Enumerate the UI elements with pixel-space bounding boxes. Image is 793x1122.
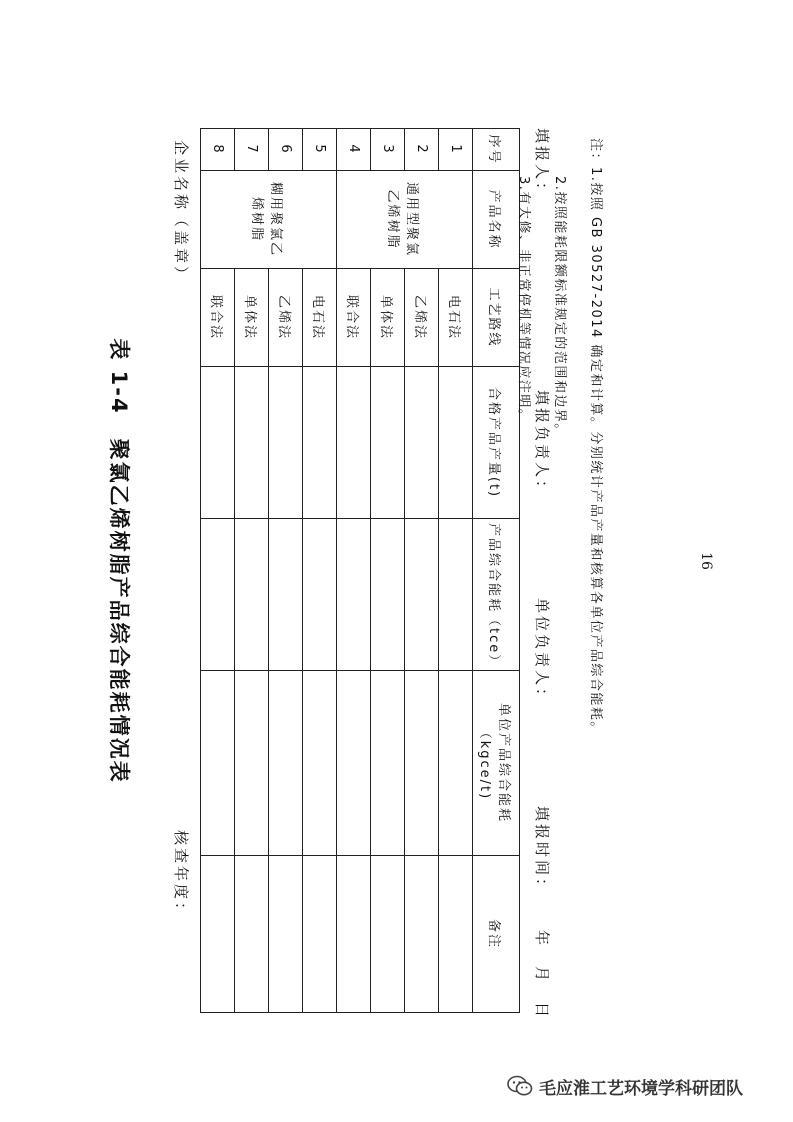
row-number: 3	[371, 129, 405, 171]
row-number: 1	[439, 129, 473, 171]
output-cell[interactable]	[269, 367, 303, 519]
watermark	[507, 1071, 743, 1101]
row-number: 2	[405, 129, 439, 171]
table-number: 表 1-4	[107, 338, 131, 415]
energy-cell[interactable]	[439, 519, 473, 671]
table-row	[303, 129, 337, 1013]
header-cell: 序号	[473, 129, 520, 171]
fill-time-label: 填报时间：	[533, 806, 551, 897]
table-title: 聚氯乙烯树脂产品综合能耗情况表	[107, 438, 131, 784]
energy-cell[interactable]	[235, 519, 269, 671]
remark-cell[interactable]	[337, 856, 371, 1013]
table-row	[439, 129, 473, 1013]
unit-energy-cell[interactable]	[371, 671, 405, 856]
header-cell: 合格产品产量(t)	[473, 367, 520, 519]
energy-cell[interactable]	[269, 519, 303, 671]
remark-cell[interactable]	[303, 856, 337, 1013]
page-number: 16	[698, 552, 714, 570]
remark-cell[interactable]	[371, 856, 405, 1013]
note-item: 注：1.按照 GB 30527-2014 确定和计算。分别统计产品产量和核算各单位产品综合能耗。	[588, 138, 603, 736]
row-number: 5	[303, 129, 337, 171]
product-name: 通用型聚氯乙烯树脂	[337, 171, 473, 269]
process-route: 乙烯法	[269, 269, 303, 367]
process-route: 电石法	[303, 269, 337, 367]
output-cell[interactable]	[303, 367, 337, 519]
page-title	[105, 0, 135, 1122]
unit-energy-cell[interactable]	[201, 671, 235, 856]
output-cell[interactable]	[405, 367, 439, 519]
row-number: 4	[337, 129, 371, 171]
remark-cell[interactable]	[235, 856, 269, 1013]
product-name: 糊用聚氯乙烯树脂	[201, 171, 337, 269]
energy-cell[interactable]	[405, 519, 439, 671]
unit-energy-cell[interactable]	[269, 671, 303, 856]
unit-energy-cell[interactable]	[337, 671, 371, 856]
remark-cell[interactable]	[269, 856, 303, 1013]
output-cell[interactable]	[371, 367, 405, 519]
header-cell: 备注	[473, 856, 520, 1013]
filler-label: 填报人：	[533, 128, 551, 201]
process-route: 联合法	[337, 269, 371, 367]
remark-cell[interactable]	[405, 856, 439, 1013]
energy-table	[200, 128, 520, 1013]
remark-cell[interactable]	[439, 856, 473, 1013]
remark-cell[interactable]	[201, 856, 235, 1013]
unit-head-label: 单位负责人：	[533, 598, 551, 707]
header-cell: 产品综合能耗（tce）	[473, 519, 520, 671]
year-label: 年	[533, 930, 551, 949]
header-cell: 单位产品综合能耗（kgce/t)	[473, 671, 520, 856]
energy-cell[interactable]	[337, 519, 371, 671]
unit-energy-cell[interactable]	[235, 671, 269, 856]
process-route: 电石法	[439, 269, 473, 367]
energy-cell[interactable]	[371, 519, 405, 671]
process-route: 单体法	[371, 269, 405, 367]
energy-cell[interactable]	[201, 519, 235, 671]
date-fields	[532, 930, 553, 1020]
row-number: 7	[235, 129, 269, 171]
unit-energy-cell[interactable]	[303, 671, 337, 856]
wechat-icon	[507, 1075, 533, 1097]
day-label: 日	[533, 1001, 551, 1020]
row-number: 6	[269, 129, 303, 171]
process-route: 乙烯法	[405, 269, 439, 367]
notes	[497, 138, 605, 736]
output-cell[interactable]	[439, 367, 473, 519]
watermark-text: 毛应淮工艺环境学科研团队	[539, 1078, 743, 1099]
output-cell[interactable]	[201, 367, 235, 519]
header-cell: 产品名称	[473, 171, 520, 269]
row-number: 8	[201, 129, 235, 171]
header-cell: 工艺路线	[473, 269, 520, 367]
company-label: 企业名称（盖章）	[172, 140, 190, 285]
output-cell[interactable]	[337, 367, 371, 519]
output-cell[interactable]	[235, 367, 269, 519]
audit-year-label: 核查年度：	[172, 830, 190, 921]
energy-cell[interactable]	[303, 519, 337, 671]
note-item: 2.按照能耗限额标准规定的范围和边界。	[552, 176, 567, 438]
process-route: 单体法	[235, 269, 269, 367]
process-route: 联合法	[201, 269, 235, 367]
unit-energy-cell[interactable]	[405, 671, 439, 856]
note-item: 3.有大修、非正常停机等情况应注明。	[516, 176, 531, 424]
month-label: 月	[533, 965, 551, 984]
responsible-label: 填报负责人：	[533, 390, 551, 499]
unit-energy-cell[interactable]	[439, 671, 473, 856]
